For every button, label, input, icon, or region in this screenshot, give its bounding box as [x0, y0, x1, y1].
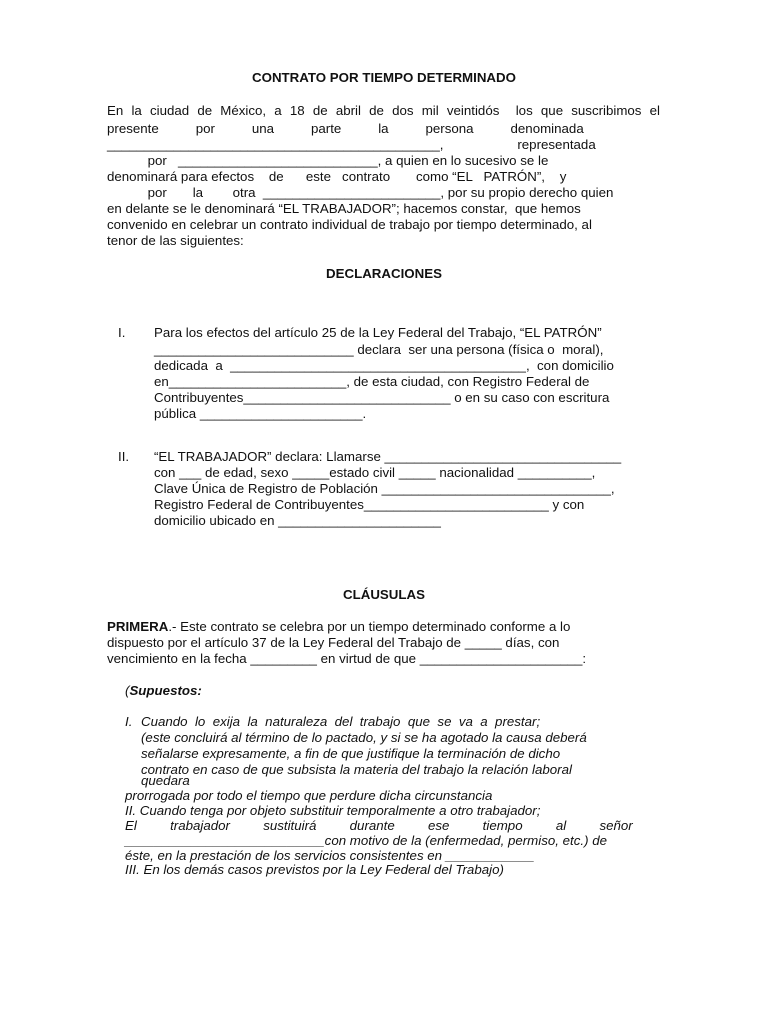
supuesto-number: I.	[125, 714, 133, 729]
document-title: CONTRATO POR TIEMPO DETERMINADO	[252, 70, 516, 85]
supuestos-label: Supuestos:	[129, 683, 202, 698]
supuesto-line: III. En los demás casos previstos por la Ley Federal del Trabajo)	[125, 862, 504, 877]
declaracion-line: Registro Federal de Contribuyentes_________________________ y con	[154, 497, 585, 512]
declaracion-line: domicilio ubicado en ______________________	[154, 513, 441, 528]
declaracion-line: dedicada a ________________________________________, con domicilio	[154, 358, 614, 373]
supuesto-line: II. Cuando tenga por objeto substituir temporalmente a otro trabajador;	[125, 803, 541, 818]
intro-line: presente por una parte la persona denominada	[107, 121, 584, 136]
declaracion-line: Para los efectos del artículo 25 de la Ley Federal del Trabajo, “EL PATRÓN”	[154, 325, 602, 340]
declaracion-number: I.	[118, 325, 126, 340]
declaracion-line: Clave Única de Registro de Población _______________________________,	[154, 481, 615, 496]
supuesto-line: éste, en la prestación de los servicios consistentes en ____________	[125, 848, 535, 863]
supuesto-line: ___________________________con motivo de la (enfermedad, permiso, etc.) de	[125, 833, 607, 848]
supuesto-line: El trabajador sustituirá durante ese tiempo al señor	[125, 818, 633, 833]
supuestos-heading	[125, 683, 202, 699]
declaracion-line: ___________________________ declara ser una persona (física o moral),	[154, 342, 604, 357]
supuesto-line: (este concluirá al término de lo pactado, y si se ha agotado la causa deberá	[141, 730, 587, 745]
supuesto-line: Cuando lo exija la naturaleza del trabajo que se va a prestar;	[141, 714, 541, 729]
clausula-line: vencimiento en la fecha _________ en virtud de que ______________________:	[107, 651, 587, 666]
declaracion-line: en________________________, de esta ciudad, con Registro Federal de	[154, 374, 590, 389]
supuestos-paren: (	[125, 683, 130, 698]
intro-line: En la ciudad de México, a 18 de abril de dos mil veintidós los que suscribimos el	[107, 103, 660, 118]
clausula-line	[107, 619, 660, 635]
supuesto-line: señalarse expresamente, a fin de que justifique la terminación de dicho	[141, 746, 561, 761]
clausula-text: .- Este contrato se celebra por un tiempo determinado conforme a lo	[168, 619, 571, 634]
declaraciones-heading: DECLARACIONES	[326, 266, 442, 281]
supuesto-line: contrato en caso de que subsista la materia del trabajo la relación laboral	[141, 762, 572, 777]
supuesto-line: prorrogada por todo el tiempo que perdure dicha circunstancia	[125, 788, 493, 803]
declaracion-line: con ___ de edad, sexo _____estado civil _____ nacionalidad __________,	[154, 465, 596, 480]
clausulas-heading: CLÁUSULAS	[343, 587, 425, 602]
clausula-line: dispuesto por el artículo 37 de la Ley Federal del Trabajo de _____ días, con	[107, 635, 560, 650]
intro-line: denominará para efectos de este contrato como “EL PATRÓN”, y	[107, 169, 567, 184]
clausula-label: PRIMERA	[107, 619, 169, 634]
declaracion-line: “EL TRABAJADOR” declara: Llamarse ________________________________	[154, 449, 622, 464]
intro-line: por la otra ________________________, por su propio derecho quien	[107, 185, 614, 200]
intro-line: _____________________________________________, representada	[107, 137, 596, 152]
supuesto-line: quedara	[141, 773, 190, 788]
intro-line: por ___________________________, a quien en lo sucesivo se le	[107, 153, 549, 168]
intro-line: en delante se le denominará “EL TRABAJADOR”; hacemos constar, que hemos	[107, 201, 581, 216]
intro-line: tenor de las siguientes:	[107, 233, 244, 248]
intro-line: convenido en celebrar un contrato individual de trabajo por tiempo determinado, al	[107, 217, 592, 232]
declaracion-line: pública ______________________.	[154, 406, 367, 421]
declaracion-number: II.	[118, 449, 130, 464]
declaracion-line: Contribuyentes____________________________ o en su caso con escritura	[154, 390, 610, 405]
